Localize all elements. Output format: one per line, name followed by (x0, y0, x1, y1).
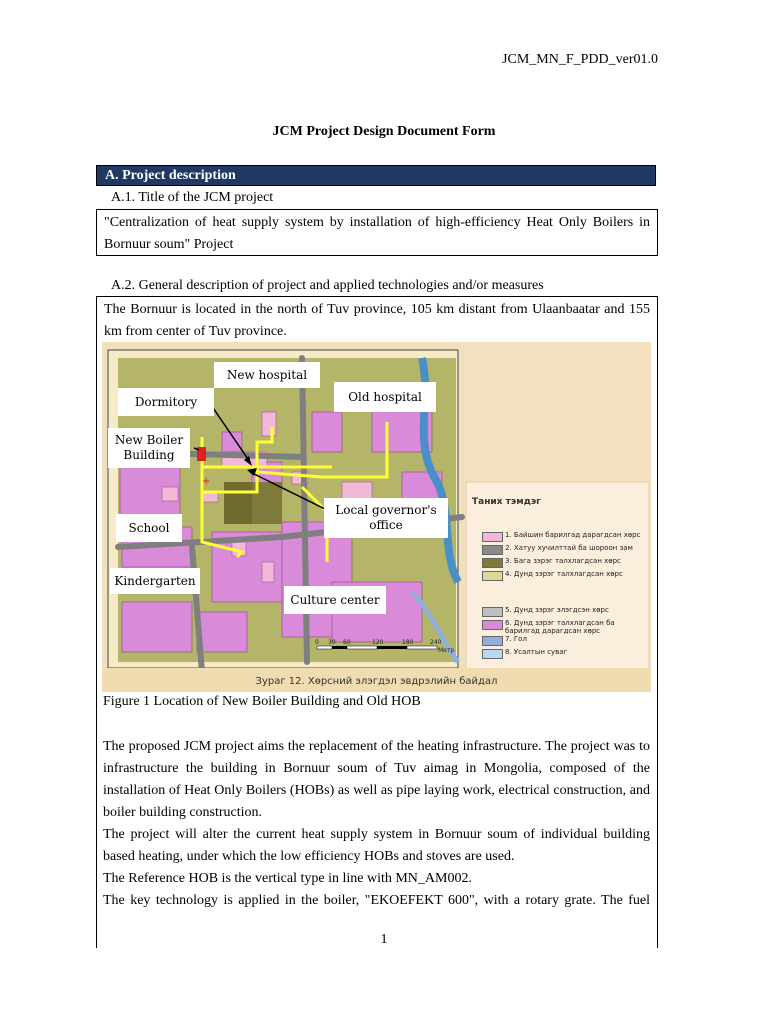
label-local-gov-line1: Local governor's (335, 503, 437, 517)
legend-item-label: 3. Бага зэрэг талхлагдсан хөрс (505, 557, 621, 565)
label-new-hospital: New hospital (214, 362, 320, 388)
label-new-boiler-line2: Building (123, 448, 175, 462)
scale-label: 0 (315, 639, 319, 646)
legend-item-label: 7. Гол (505, 635, 527, 643)
label-culture-center: Culture center (284, 586, 386, 614)
label-local-gov-line2: office (369, 518, 403, 532)
legend-item-label: 4. Дунд зэрэг талхлагдсан хөрс (505, 570, 623, 578)
paragraph: The Reference HOB is the vertical type in line with MN_AM002. (103, 871, 472, 886)
label-school: School (116, 514, 182, 542)
paragraph: The project will alter the current heat supply system in Bornuur soum of individual building based heating, under which the low efficiency HOBs and stoves are used. (103, 827, 650, 864)
label-local-governor-office (324, 498, 448, 538)
a1-title-text: "Centralization of heat supply system by installation of high-efficiency Heat Only Boilers in Bornuur soum" Project (104, 215, 650, 252)
label-new-boiler-line1: New Boiler (114, 433, 184, 447)
figure-caption: Figure 1 Location of New Boiler Building and Old HOB (103, 694, 421, 709)
legend-item-label: 8. Усалтын суваг (505, 648, 568, 656)
legend-item-label: 6. Дунд зэрэг талхлагдсан ба барилгад дарагдсан хөрс (505, 619, 615, 635)
legend-swatch (482, 532, 503, 542)
a2-body (103, 736, 650, 912)
label-dormitory: Dormitory (118, 388, 214, 416)
a2-label: A.2. General description of project and applied technologies and/or measures (111, 278, 544, 293)
legend-swatch (482, 607, 503, 617)
section-a-header: A. Project description (96, 165, 656, 186)
legend-swatch (482, 571, 503, 581)
legend-swatch (482, 620, 503, 630)
map-native-caption: Зураг 12. Хөрсний элэгдэл эвдрэлийн байдал (255, 676, 498, 687)
scale-label: 240 (430, 639, 442, 646)
a2-intro: The Bornuur is located in the north of Tuv province, 105 km distant from Ulaanbaatar and 155 km from center of Tuv province. (104, 302, 650, 339)
scale-label: 60 (343, 639, 351, 646)
scale-label: 30 (328, 639, 336, 646)
svg-text:+: + (202, 476, 211, 487)
page-number: 1 (380, 932, 388, 947)
paragraph: The proposed JCM project aims the replacement of the heating infrastructure. The project was to infrastructure the building in Bornuur soum of Tuv aimag in Mongolia, composed of the installation of Heat Only Boilers (HOBs) as well as pipe laying work, electrical construction, and boiler building construction. (103, 739, 650, 820)
legend-swatch (482, 636, 503, 646)
a1-title-box (96, 209, 658, 256)
legend-item-label: 2. Хатуу хучилттай ба шороон зам (505, 544, 633, 552)
scale-label: 120 (372, 639, 384, 646)
paragraph: The key technology is applied in the boiler, "EKOEFEKT 600", with a rotary grate. The fuel (103, 893, 650, 908)
document-id: JCM_MN_F_PDD_ver01.0 (502, 52, 658, 67)
a1-label: A.1. Title of the JCM project (111, 190, 274, 205)
legend-swatch (482, 545, 503, 555)
scale-label: 180 (402, 639, 414, 646)
legend-item-label: 1. Байшин барилгад дарагдсан хөрс (505, 531, 641, 539)
legend-swatch (482, 649, 503, 659)
legend-item-label: 5. Дунд зэрэг элэгдсэн хөрс (505, 606, 609, 614)
form-title: JCM Project Design Document Form (272, 124, 496, 139)
legend-swatch (482, 558, 503, 568)
scale-unit: Метр (438, 647, 455, 654)
label-kindergarten: Kindergarten (110, 568, 200, 594)
label-new-boiler-building (108, 428, 190, 468)
legend-title: Таних тэмдэг (472, 497, 541, 507)
label-old-hospital: Old hospital (334, 382, 436, 412)
